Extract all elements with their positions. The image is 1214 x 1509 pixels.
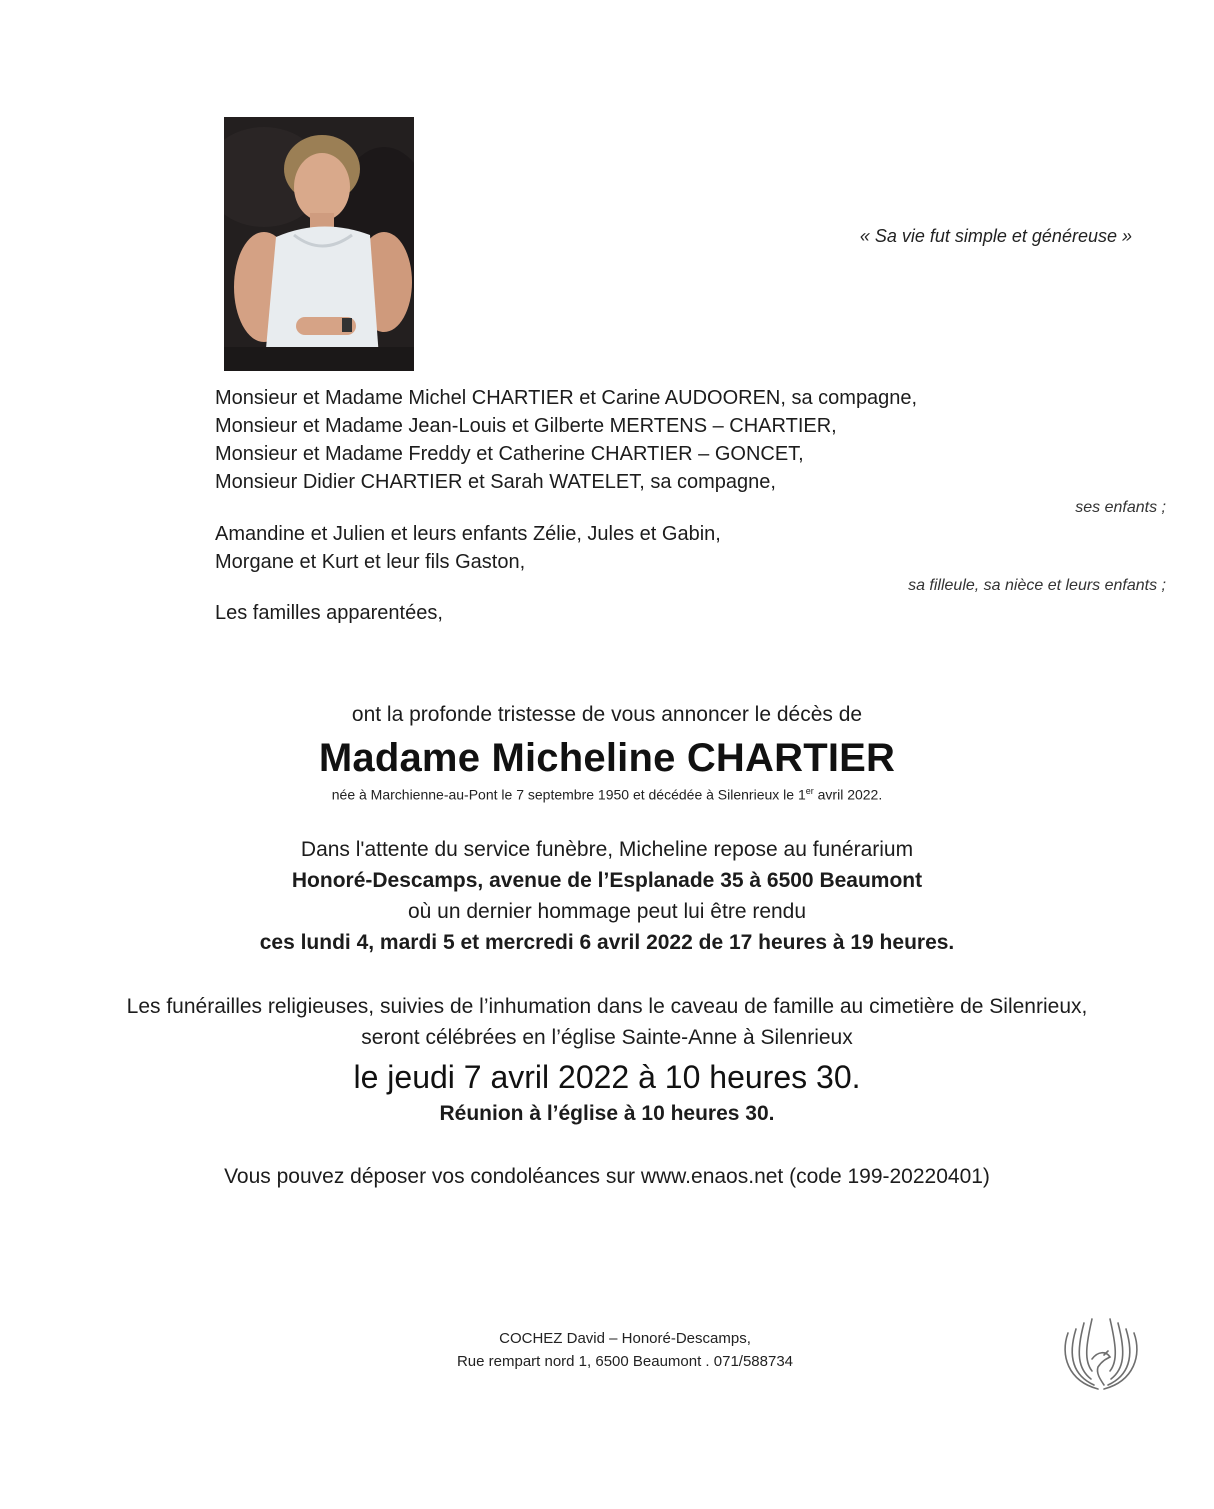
family-line: Monsieur et Madame Jean-Louis et Gilberte MERTENS – CHARTIER, [215,415,837,437]
phoenix-logo-icon [1058,1315,1144,1393]
quote: « Sa vie fut simple et généreuse » [859,226,1132,246]
vigil-line: où un dernier hommage peut lui être rendu [407,900,807,923]
vigil-line: Dans l'attente du service funèbre, Micheline repose au funérarium [300,838,914,861]
portrait-photo [224,117,414,371]
family-line: Les familles apparentées, [215,602,443,624]
family-group-children [215,384,1175,496]
role-goddaughter: sa filleule, sa nièce et leurs enfants ; [908,577,1166,594]
family-group-relatives [215,599,1175,627]
funeral-home-name: COCHEZ David – Honoré-Descamps, [499,1330,751,1347]
condolences-info: Vous pouvez déposer vos condoléances sur www.enaos.net (code 199-20220401) [224,1165,990,1188]
birth-death-text: née à Marchienne-au-Pont le 7 septembre 1950 et décédée à Silenrieux le 1 [331,786,806,803]
funeral-line: Les funérailles religieuses, suivies de l’inhumation dans le caveau de famille au cimetière de Silenrieux, [126,995,1088,1018]
funerarium-address: Honoré-Descamps, avenue de l’Esplanade 35 à 6500 Beaumont [291,869,923,892]
deceased-name: Madame Micheline CHARTIER [318,736,896,780]
funeral-date: le jeudi 7 avril 2022 à 10 heures 30. [353,1059,861,1095]
family-line: Amandine et Julien et leurs enfants Zélie, Jules et Gabin, [215,523,721,545]
ordinal-suffix: er [805,786,814,796]
birth-death-dates [0,786,1214,803]
funeral-home-address: Rue rempart nord 1, 6500 Beaumont . 071/588734 [456,1353,794,1370]
family-line: Morgane et Kurt et leur fils Gaston, [215,551,526,573]
visiting-hours: ces lundi 4, mardi 5 et mercredi 6 avril 2022 de 17 heures à 19 heures. [259,931,955,954]
family-group-goddaughter [215,520,1175,576]
family-line: Monsieur et Madame Freddy et Catherine CHARTIER – GONCET, [215,443,804,465]
birth-death-text-end: avril 2022. [813,786,883,803]
funeral-line: seront célébrées en l’église Sainte-Anne à Silenrieux [361,1026,853,1049]
role-children: ses enfants ; [1075,499,1166,516]
family-line: Monsieur et Madame Michel CHARTIER et Carine AUDOOREN, sa compagne, [215,387,918,409]
family-line: Monsieur Didier CHARTIER et Sarah WATELET, sa compagne, [215,471,776,493]
announcement: ont la profonde tristesse de vous annoncer le décès de [351,703,863,726]
church-meeting: Réunion à l’église à 10 heures 30. [439,1102,775,1125]
